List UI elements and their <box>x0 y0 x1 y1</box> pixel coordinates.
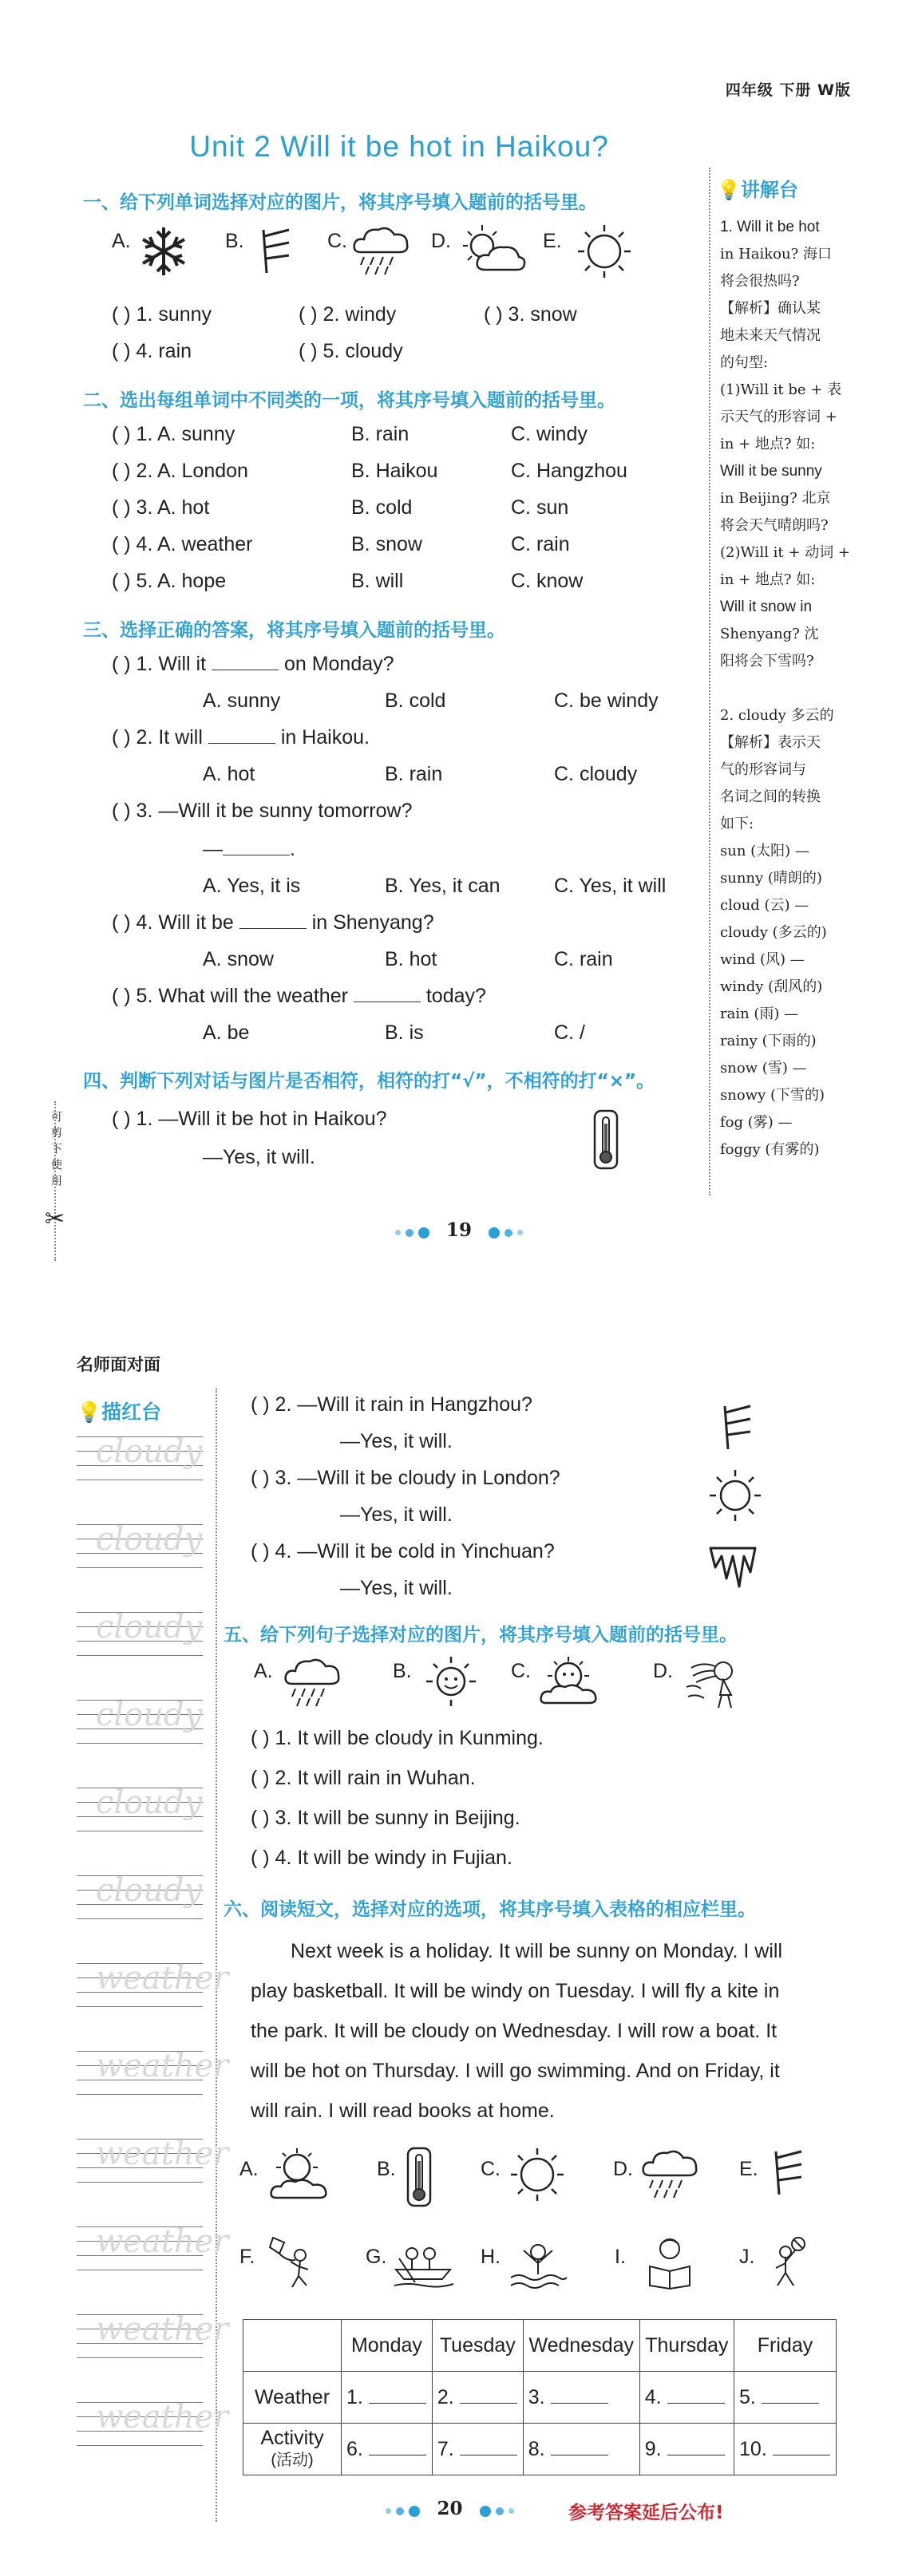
option-d-label: D. <box>613 2158 633 2180</box>
table-header-cell: Friday <box>734 2320 837 2372</box>
s3-q5-stem: ( ) 5. What will the weather <box>112 985 348 1007</box>
sidebar-note-line: (2)Will it + 动词 + <box>720 544 850 561</box>
trace-word[interactable]: cloudy <box>96 1433 203 1470</box>
sidebar-note-line: 【解析】表示天 <box>720 734 821 751</box>
section5-heading: 五、给下列句子选择对应的图片，将其序号填入题前的括号里。 <box>224 1625 738 1646</box>
s3-q4-tail: in Shenyang? <box>311 911 434 934</box>
answer-cell-number: 8. <box>528 2437 545 2460</box>
s3-q1-stem: ( ) 1. Will it <box>112 653 207 675</box>
trace-word[interactable]: cloudy <box>96 1521 203 1558</box>
sidebar-note-line: in Beijing? 北京 <box>720 490 831 507</box>
s3-q2-b: B. rain <box>385 763 443 785</box>
sidebar-note-line: 示天气的形容词 + <box>720 409 837 425</box>
sidebar-note-line: 地未来天气情况 <box>720 327 821 344</box>
trace-guide-line <box>77 1743 203 1744</box>
trace-word[interactable]: cloudy <box>96 1872 203 1909</box>
section4-heading: 四、判断下列对话与图片是否相符，相符的打“√”，不相符的打“×”。 <box>83 1071 655 1092</box>
s3-q1-blank <box>212 654 279 670</box>
option-a-label: A. <box>239 2158 259 2180</box>
trace-title-text: 描红台 <box>101 1401 162 1424</box>
section3-heading: 三、选择正确的答案，将其序号填入题前的括号里。 <box>83 620 505 641</box>
s5-item-2: ( ) 2. It will rain in Wuhan. <box>251 1767 476 1789</box>
s3-q4-stem: ( ) 4. Will it be <box>112 911 234 934</box>
sidebar-note-line: 1. Will it be hot <box>720 219 820 235</box>
section1-heading: 一、给下列单词选择对应的图片，将其序号填入题前的括号里。 <box>83 192 597 213</box>
sun-icon <box>707 1468 763 1523</box>
trace-word[interactable]: weather <box>96 2135 229 2172</box>
dot-icon <box>406 1229 413 1237</box>
s2-row-1: ( ) 1. A. sunny <box>112 423 235 445</box>
answer-blank[interactable] <box>551 2440 608 2455</box>
passage-line: will be hot on Thursday. I will go swimming. And on Friday, it <box>251 2060 780 2082</box>
trace-guide-line <box>77 1567 203 1568</box>
table-header-cell: Thursday <box>639 2320 734 2372</box>
sidebar-note-line: in + 地点? 如: <box>720 436 816 452</box>
s4-q4-question: ( ) 4. —Will it be cold in Yinchuan? <box>251 1540 555 1563</box>
sidebar-note-line: in Haikou? 海口 <box>720 246 832 263</box>
answer-cell[interactable] <box>523 2372 639 2424</box>
wind-icon <box>720 1403 755 1452</box>
sidebar-note-line: sun (太阳) — <box>720 843 809 859</box>
s1-item-4: ( ) 4. rain <box>112 340 192 362</box>
sidebar-note-line: 【解析】确认某 <box>720 300 821 317</box>
s3-q1 <box>112 653 394 676</box>
s2-row-5-c: C. know <box>511 570 584 592</box>
sidebar-note-line: wind (风) — <box>720 951 805 968</box>
sidebar-note-line: snowy (下雪的) <box>720 1087 825 1104</box>
sidebar-note-line: (1)Will it be + 表 <box>720 381 842 398</box>
dot-icon <box>396 2507 404 2515</box>
cut-instruction: 可剪下使用 <box>49 1111 62 1191</box>
s2-row-1-b: B. rain <box>351 423 410 445</box>
option-a-label: A. <box>254 1660 273 1682</box>
s2-row-4-b: B. snow <box>351 533 422 555</box>
thermometer-icon <box>406 2147 433 2207</box>
sidebar-note-line: foggy (有雾的) <box>720 1141 820 1158</box>
row-label-activity-cn: (活动) <box>271 2452 314 2469</box>
trace-word[interactable]: weather <box>96 2223 229 2260</box>
s3-q5 <box>112 985 486 1008</box>
scissors-icon: ✂ <box>45 1206 65 1232</box>
s4-q4-answer: —Yes, it will. <box>340 1577 453 1599</box>
sidebar-note-line: 名词之间的转换 <box>720 788 821 805</box>
sidebar-note-line: Shenyang? 沈 <box>720 626 819 642</box>
option-g-label: G. <box>366 2246 387 2268</box>
sidebar-note-line: fog (雾) — <box>720 1114 793 1131</box>
trace-guide-line <box>77 2445 203 2446</box>
unit-title: Unit 2 Will it be hot in Haikou? <box>189 130 609 163</box>
page-num-text: 19 <box>445 1219 472 1241</box>
page-number-20 <box>383 2498 516 2519</box>
trace-word[interactable]: weather <box>96 2399 229 2436</box>
answer-cell[interactable] <box>734 2372 837 2424</box>
sidebar-note-line: 气的形容词与 <box>720 761 806 778</box>
s1-item-3: ( ) 3. snow <box>484 303 577 326</box>
answer-cell-number: 4. <box>644 2385 662 2408</box>
s2-row-3-b: B. cold <box>351 496 413 519</box>
s5-item-3: ( ) 3. It will be sunny in Beijing. <box>251 1807 520 1829</box>
s3-q3-a: A. Yes, it is <box>203 875 301 897</box>
table-header-row <box>243 2320 837 2372</box>
sidebar-note-line: 阳将会下雪吗? <box>720 653 814 670</box>
answer-cell[interactable] <box>734 2424 837 2475</box>
option-a-label: A. <box>112 230 131 252</box>
option-d-label: D. <box>653 1660 673 1682</box>
answer-cell[interactable] <box>639 2372 734 2424</box>
s3-q4-blank <box>239 912 307 929</box>
sun-behind-cloud-icon <box>538 1655 605 1708</box>
option-b-label: B. <box>393 1660 412 1682</box>
smiling-sun-icon <box>423 1655 479 1708</box>
table-row-activity <box>243 2424 837 2475</box>
answer-blank[interactable] <box>460 2440 517 2455</box>
passage-line: the park. It will be cloudy on Wednesday. I will row a boat. It <box>251 2020 778 2042</box>
s5-item-1: ( ) 1. It will be cloudy in Kunming. <box>251 1727 544 1749</box>
trace-guide-line <box>77 2357 203 2358</box>
s3-q3-b: B. Yes, it can <box>385 875 501 897</box>
sidebar-note-line: 2. cloudy 多云的 <box>720 707 834 724</box>
s3-q4-b: B. hot <box>385 948 437 970</box>
answer-cell[interactable] <box>432 2372 523 2424</box>
s3-q5-a: A. be <box>203 1021 250 1044</box>
section1-pictures <box>112 223 702 295</box>
answer-cell[interactable] <box>523 2424 639 2475</box>
page-header-brand: 名师面对面 <box>77 1354 160 1374</box>
sun-icon <box>575 223 634 279</box>
table-header-cell: Wednesday <box>523 2320 639 2372</box>
trace-word[interactable]: cloudy <box>96 1784 203 1821</box>
row-label-activity <box>243 2424 342 2475</box>
s2-row-2-c: C. Hangzhou <box>511 460 627 482</box>
rain-cloud-icon <box>639 2147 702 2203</box>
passage-line: will rain. I will read books at home. <box>251 2100 555 2122</box>
sidebar-note-line: Will it be sunny <box>720 463 822 480</box>
icicle-cold-icon <box>707 1543 758 1591</box>
s3-q3-answer-line: — . <box>203 838 295 860</box>
dot-icon <box>386 2508 391 2514</box>
trace-word[interactable]: weather <box>96 2048 229 2084</box>
sidebar-note-line: 如下: <box>720 816 754 832</box>
s2-row-4-c: C. rain <box>511 533 570 555</box>
answer-blank[interactable] <box>667 2388 725 2404</box>
section6-activity-pictures <box>239 2234 846 2298</box>
dot-icon <box>496 2507 504 2515</box>
option-b-label: B. <box>377 2158 396 2180</box>
s3-q3-c: C. Yes, it will <box>554 875 667 897</box>
option-c-label: C. <box>481 2158 501 2180</box>
table-corner-cell <box>243 2320 342 2372</box>
dot-icon <box>517 1230 523 1235</box>
dot-icon <box>395 1230 401 1235</box>
answer-blank[interactable] <box>551 2388 608 2404</box>
answer-blank[interactable] <box>667 2440 725 2455</box>
s3-q1-c: C. be windy <box>554 689 659 712</box>
s2-row-5-b: B. will <box>351 570 404 592</box>
playing-basketball-icon <box>763 2234 811 2290</box>
answer-cell[interactable] <box>639 2424 734 2475</box>
s5-item-4: ( ) 4. It will be windy in Fujian. <box>251 1847 512 1869</box>
page-num-text: 20 <box>437 2498 463 2519</box>
answer-cell-number: 6. <box>346 2437 363 2460</box>
s4-q2-answer: —Yes, it will. <box>340 1430 453 1452</box>
wind-icon <box>259 227 294 276</box>
s3-q4 <box>112 911 434 934</box>
s4-q1-question: ( ) 1. —Will it be hot in Haikou? <box>112 1108 387 1130</box>
s2-row-1-c: C. windy <box>511 423 588 445</box>
s3-q2 <box>112 726 370 749</box>
option-d-label: D. <box>431 230 451 252</box>
sidebar-note-line: rain (雨) — <box>720 1006 799 1022</box>
passage-line: Next week is a holiday. It will be sunny on Monday. I will <box>291 1940 783 1962</box>
trace-word[interactable]: weather <box>96 2311 229 2348</box>
sidebar-note-line: cloud (云) — <box>720 897 809 914</box>
s3-q5-blank <box>354 986 421 1002</box>
table-header-cell: Tuesday <box>432 2320 523 2372</box>
s3-q1-a: A. sunny <box>203 689 281 712</box>
reading-book-icon <box>642 2234 698 2290</box>
sidebar-title <box>717 174 798 202</box>
option-c-label: C. <box>511 1660 531 1682</box>
answer-cell-number: 10. <box>739 2437 767 2460</box>
s3-q3: ( ) 3. —Will it be sunny tomorrow? <box>112 800 413 822</box>
answer-cell[interactable] <box>432 2424 523 2475</box>
answer-cell-number: 2. <box>437 2385 454 2408</box>
sidebar-note-line: Will it snow in <box>720 599 813 615</box>
s3-q4-a: A. snow <box>203 948 274 970</box>
lightbulb-icon: 💡 <box>77 1401 102 1424</box>
s2-row-3-c: C. sun <box>511 496 569 519</box>
row-label-weather: Weather <box>243 2372 342 2424</box>
s3-q5-tail: today? <box>425 985 486 1007</box>
answer-cell-number: 7. <box>437 2437 454 2460</box>
trace-guide-line <box>77 1918 203 1919</box>
s3-q3-dash: — <box>203 838 223 860</box>
reading-passage <box>251 1931 841 2131</box>
s1-item-1: ( ) 1. sunny <box>112 303 212 326</box>
rain-cloud-icon <box>281 1655 345 1708</box>
sun-cloud-icon <box>457 223 528 276</box>
rain-cloud-icon <box>350 223 413 276</box>
answer-blank[interactable] <box>762 2388 819 2404</box>
dot-icon <box>505 1229 512 1237</box>
answer-cell[interactable] <box>342 2424 433 2475</box>
answer-blank[interactable] <box>460 2388 517 2404</box>
option-e-label: E. <box>739 2158 758 2180</box>
rowing-boat-icon <box>391 2234 455 2290</box>
trace-word[interactable]: cloudy <box>96 1697 203 1733</box>
lightbulb-icon: 💡 <box>717 179 741 201</box>
answer-blank[interactable] <box>369 2440 426 2455</box>
s2-row-4: ( ) 4. A. weather <box>112 533 253 555</box>
option-i-label: I. <box>615 2246 626 2268</box>
trace-title <box>77 1397 161 1425</box>
s3-q2-a: A. hot <box>203 763 255 785</box>
thermometer-icon <box>592 1109 619 1170</box>
section2-heading-text: 二、选出每组单词中不同类的一项，将其序号填入题前的括号里。 <box>83 390 615 411</box>
snowflake-icon <box>140 223 187 279</box>
swimming-icon <box>508 2234 568 2290</box>
sun-behind-cloud-icon <box>268 2147 332 2203</box>
trace-divider <box>216 1389 217 2522</box>
sidebar-note-line: 的句型: <box>720 354 769 371</box>
trace-guide-line <box>77 2006 203 2007</box>
sidebar-notes <box>720 214 857 1164</box>
sidebar-note-line: sunny (晴朗的) <box>720 870 822 887</box>
dot-icon <box>489 1227 500 1239</box>
answer-cell-number: 5. <box>739 2385 756 2408</box>
answer-blank[interactable] <box>369 2388 426 2404</box>
trace-guide-line <box>77 1655 203 1656</box>
s3-q2-tail: in Haikou. <box>280 726 370 749</box>
page-header-grade: 四年级 下册 W版 <box>725 81 851 99</box>
s2-row-2: ( ) 2. A. London <box>112 460 248 482</box>
s1-item-5: ( ) 5. cloudy <box>299 340 403 362</box>
s4-q1-answer: —Yes, it will. <box>203 1146 315 1168</box>
s3-q2-blank <box>208 727 275 744</box>
sidebar-note-line: rainy (下雨的) <box>720 1033 817 1049</box>
s4-q3-answer: —Yes, it will. <box>340 1503 453 1526</box>
s2-row-2-b: B. Haikou <box>351 460 438 482</box>
sun-icon <box>508 2147 567 2203</box>
wind-icon <box>771 2148 806 2198</box>
trace-word[interactable]: weather <box>96 1960 229 1997</box>
s2-row-5: ( ) 5. A. hope <box>112 570 227 592</box>
option-f-label: F. <box>239 2246 255 2268</box>
answer-blank[interactable] <box>773 2440 830 2455</box>
option-b-label: B. <box>225 230 244 252</box>
answer-cell[interactable] <box>342 2372 433 2424</box>
row-label-activity-en: Activity <box>260 2427 324 2449</box>
s4-q2-question: ( ) 2. —Will it rain in Hangzhou? <box>251 1393 532 1416</box>
sidebar-note-line: snow (雪) — <box>720 1060 807 1077</box>
windy-girl-icon <box>683 1655 750 1711</box>
trace-word[interactable]: cloudy <box>96 1609 203 1646</box>
s3-q5-b: B. is <box>385 1021 424 1044</box>
sidebar-note-line: 将会天气晴朗吗? <box>720 517 829 534</box>
s3-q1-tail: on Monday? <box>283 653 394 675</box>
section6-weather-pictures <box>239 2147 846 2211</box>
flying-kite-icon <box>268 2234 316 2290</box>
table-header-cell: Monday <box>342 2320 433 2372</box>
s3-q4-c: C. rain <box>554 948 613 970</box>
dot-icon <box>508 2508 514 2514</box>
s2-row-3: ( ) 3. A. hot <box>112 496 210 519</box>
sidebar-note-line: in + 地点? 如: <box>720 571 816 588</box>
trace-guide-line <box>77 2182 203 2183</box>
option-e-label: E. <box>543 230 562 252</box>
answer-cell-number: 9. <box>644 2437 662 2460</box>
section6-heading: 六、阅读短文，选择对应的选项，将其序号填入表格的相应栏里。 <box>224 1899 756 1920</box>
section5-pictures <box>254 1655 749 1719</box>
s3-q2-stem: ( ) 2. It will <box>112 726 203 749</box>
sidebar-title-text: 讲解台 <box>740 179 798 201</box>
sidebar-note-line: cloudy (多云的) <box>720 924 827 941</box>
option-c-label: C. <box>327 230 347 252</box>
sidebar-note-line: windy (刮风的) <box>720 978 823 995</box>
answer-table <box>243 2319 837 2475</box>
answer-cell-number: 1. <box>346 2385 363 2408</box>
answer-cell-number: 3. <box>528 2385 545 2408</box>
sidebar-note-line <box>720 675 857 702</box>
s3-q2-c: C. cloudy <box>554 763 638 785</box>
sidebar-note-line: 将会很热吗? <box>720 273 800 290</box>
s1-item-2: ( ) 2. windy <box>299 303 397 326</box>
dot-icon <box>418 1227 429 1239</box>
passage-line: play basketball. It will be windy on Tuesday. I will fly a kite in <box>251 1980 780 2002</box>
table-row-weather <box>243 2372 837 2424</box>
answer-notice: 参考答案延后公布! <box>568 2503 724 2523</box>
s4-q3-question: ( ) 3. —Will it be cloudy in London? <box>251 1467 560 1489</box>
dot-icon <box>480 2506 491 2517</box>
page-number-19 <box>0 1219 918 1241</box>
trace-guide-line <box>77 2094 203 2095</box>
s3-q5-c: C. / <box>554 1021 585 1044</box>
s3-q1-b: B. cold <box>385 689 446 712</box>
option-h-label: H. <box>481 2246 501 2268</box>
s3-q3-blank <box>223 839 290 855</box>
option-j-label: J. <box>739 2246 755 2268</box>
dot-icon <box>409 2506 420 2517</box>
